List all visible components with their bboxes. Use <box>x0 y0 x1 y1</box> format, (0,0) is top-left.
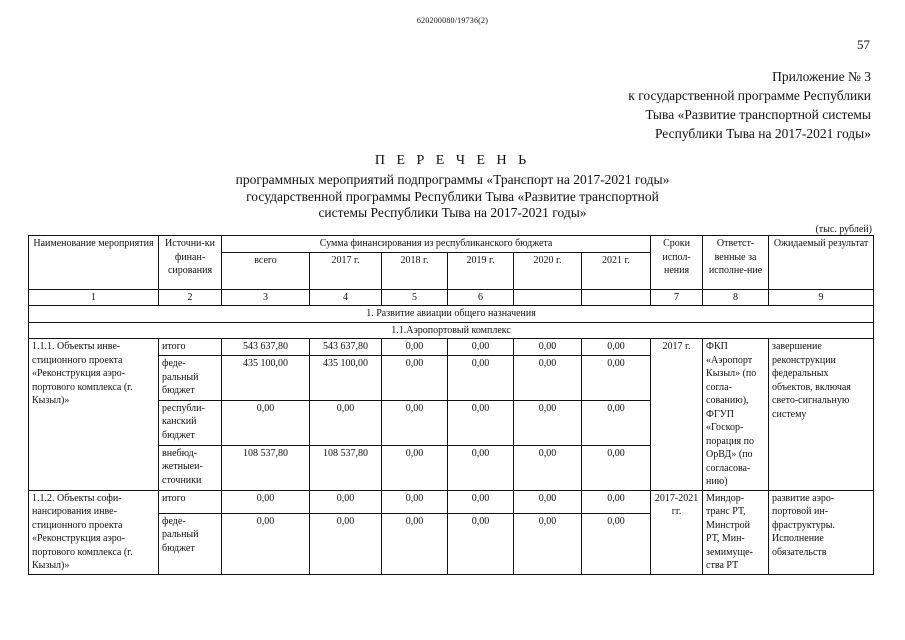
row-2017: 108 537,80 <box>310 445 382 490</box>
col-number: 1 <box>29 289 159 306</box>
table-row <box>29 339 874 356</box>
subtitle-line: системы Республики Тыва на 2017-2021 годы» <box>318 205 587 220</box>
row-source: феде-ральный бюджет <box>159 356 222 401</box>
col-number: 2 <box>159 289 222 306</box>
item-responsible: ФКП «Аэропорт Кызыл» (по согла-сованию), ФГУП «Госкор-порация по ОрВД» (по согласова-нию) <box>703 339 769 491</box>
row-2021: 0,00 <box>582 445 651 490</box>
item-term: 2017 г. <box>651 339 703 491</box>
row-2018: 0,00 <box>382 400 448 445</box>
row-total: 0,00 <box>222 513 310 574</box>
row-2019: 0,00 <box>448 400 514 445</box>
item-term: 2017-2021 гг. <box>651 490 703 574</box>
row-total: 543 637,80 <box>222 339 310 356</box>
col-number: 4 <box>310 289 382 306</box>
row-total: 435 100,00 <box>222 356 310 401</box>
subsection-row <box>29 322 874 339</box>
section-row <box>29 306 874 323</box>
document-heading: П Е Р Е Ч Е Н Ь <box>374 153 531 168</box>
subtitle-line: государственной программы Республики Тыва «Развитие транспортной <box>246 188 659 204</box>
row-total: 0,00 <box>222 400 310 445</box>
col-number <box>582 289 651 306</box>
row-2020: 0,00 <box>514 339 582 356</box>
row-2019: 0,00 <box>448 356 514 401</box>
appendix-line: к государственной программе Республики <box>628 88 871 103</box>
header-term: Сроки испол-нения <box>651 236 703 290</box>
header-funding: Сумма финансирования из республиканского бюджета <box>222 236 651 253</box>
section-title: 1. Развитие авиации общего назначения <box>29 306 874 323</box>
item-result: завершение реконструкции федеральных объектов, включая свето-сигнальную систему <box>769 339 874 491</box>
row-2020: 0,00 <box>514 400 582 445</box>
row-2021: 0,00 <box>582 490 651 513</box>
col-number <box>514 289 582 306</box>
item-name: 1.1.2. Объекты софи-нансирования инве-стиционного проекта «Реконструкция аэро-портового комплекса (г. Кызыл)» <box>29 490 159 574</box>
row-source: итого <box>159 490 222 513</box>
row-2017: 0,00 <box>310 513 382 574</box>
subsection-title: 1.1.Аэропортовый комплекс <box>29 322 874 339</box>
row-2018: 0,00 <box>382 513 448 574</box>
row-2021: 0,00 <box>582 339 651 356</box>
header-2019: 2019 г. <box>448 252 514 289</box>
header-name: Наименование мероприятия <box>29 236 159 290</box>
row-2021: 0,00 <box>582 513 651 574</box>
row-2017: 543 637,80 <box>310 339 382 356</box>
row-2018: 0,00 <box>382 490 448 513</box>
row-2020: 0,00 <box>514 356 582 401</box>
header-source: Источни-ки финан-сирования <box>159 236 222 290</box>
row-2017: 0,00 <box>310 400 382 445</box>
row-total: 108 537,80 <box>222 445 310 490</box>
row-2020: 0,00 <box>514 513 582 574</box>
row-source: феде-ральный бюджет <box>159 513 222 574</box>
col-number: 3 <box>222 289 310 306</box>
header-2020: 2020 г. <box>514 252 582 289</box>
col-number: 7 <box>651 289 703 306</box>
row-2019: 0,00 <box>448 339 514 356</box>
row-2017: 435 100,00 <box>310 356 382 401</box>
col-number: 9 <box>769 289 874 306</box>
row-2018: 0,00 <box>382 445 448 490</box>
header-2017: 2017 г. <box>310 252 382 289</box>
col-number: 5 <box>382 289 448 306</box>
col-number: 6 <box>448 289 514 306</box>
subtitle-line: программных мероприятий подпрограммы «Транспорт на 2017-2021 годы» <box>235 172 670 187</box>
row-2021: 0,00 <box>582 400 651 445</box>
appendix-caption <box>511 67 871 143</box>
document-subtitle <box>0 172 905 222</box>
row-2018: 0,00 <box>382 339 448 356</box>
table-row <box>29 490 874 513</box>
appendix-line: Республики Тыва на 2017-2021 годы» <box>654 126 871 141</box>
row-2017: 0,00 <box>310 490 382 513</box>
row-2019: 0,00 <box>448 490 514 513</box>
row-total: 0,00 <box>222 490 310 513</box>
document-id: 620200080/19736(2) <box>416 16 489 25</box>
program-table <box>28 235 874 575</box>
header-2021: 2021 г. <box>582 252 651 289</box>
appendix-line: Тыва «Развитие транспортной системы <box>645 107 871 122</box>
header-total: всего <box>222 252 310 289</box>
item-responsible: Миндор-транс РТ, Минстрой РТ, Мин-земимуще-ства РТ <box>703 490 769 574</box>
appendix-line: Приложение № 3 <box>772 69 871 84</box>
row-2019: 0,00 <box>448 445 514 490</box>
row-2021: 0,00 <box>582 356 651 401</box>
row-2019: 0,00 <box>448 513 514 574</box>
col-number: 8 <box>703 289 769 306</box>
item-name: 1.1.1. Объекты инве-стиционного проекта «Реконструкция аэро-портового комплекса (г. Кызыл)» <box>29 339 159 491</box>
units-note: (тыс. рублей) <box>815 224 872 235</box>
row-source: итого <box>159 339 222 356</box>
row-2020: 0,00 <box>514 445 582 490</box>
header-responsible: Ответст-венные за исполне-ние <box>703 236 769 290</box>
header-2018: 2018 г. <box>382 252 448 289</box>
item-result: развитие аэро-портовой ин-фраструктуры. Исполнение обязательств <box>769 490 874 574</box>
row-source: республи-канский бюджет <box>159 400 222 445</box>
table-header-row <box>29 236 874 253</box>
header-result: Ожидаемый результат <box>769 236 874 290</box>
row-2018: 0,00 <box>382 356 448 401</box>
column-number-row <box>29 289 874 306</box>
row-2020: 0,00 <box>514 490 582 513</box>
page-number: 57 <box>857 37 870 52</box>
row-source: внебюд-жетныеи-сточники <box>159 445 222 490</box>
